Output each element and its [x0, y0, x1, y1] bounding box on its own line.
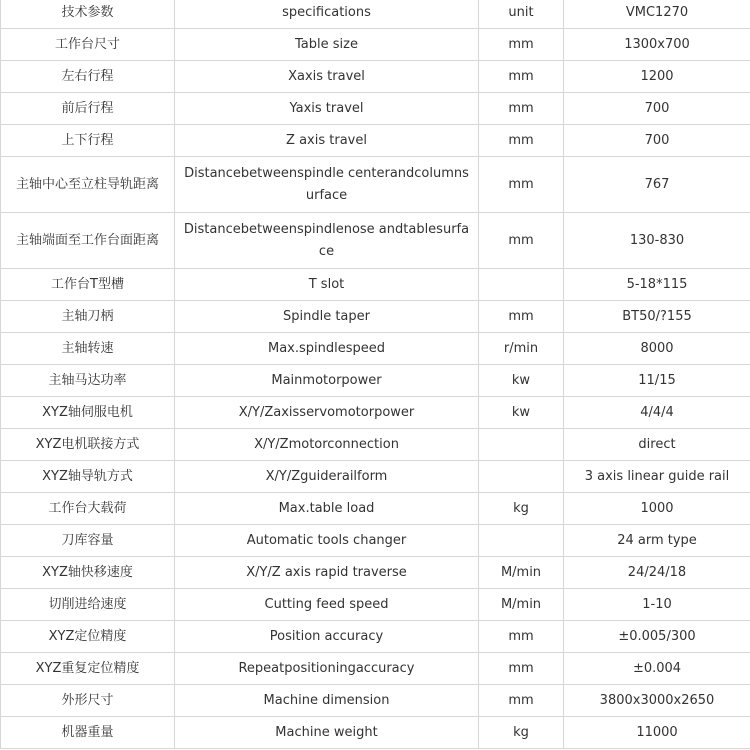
- cell-value: direct: [564, 429, 750, 461]
- cell-unit: mm: [479, 157, 564, 213]
- table-row: [1, 653, 750, 685]
- cell-cn-name: 外形尺寸: [1, 685, 175, 717]
- table-row: [1, 29, 750, 61]
- cell-cn-name: 主轴转速: [1, 333, 175, 365]
- cell-unit: mm: [479, 61, 564, 93]
- cell-en-name: Spindle taper: [175, 301, 479, 333]
- table-row: [1, 213, 750, 269]
- cell-en-name: Distancebetweenspindle centerandcolumnsurface: [175, 157, 479, 213]
- cell-value: 11000: [564, 717, 750, 749]
- cell-unit: [479, 525, 564, 557]
- cell-cn-name: XYZ电机联接方式: [1, 429, 175, 461]
- cell-en-name: Machine dimension: [175, 685, 479, 717]
- cell-unit: kw: [479, 365, 564, 397]
- cell-value: VMC1270: [564, 0, 750, 29]
- cell-cn-name: 左右行程: [1, 61, 175, 93]
- cell-value: 5-18*115: [564, 269, 750, 301]
- cell-unit: kw: [479, 397, 564, 429]
- table-row: [1, 301, 750, 333]
- table-row: [1, 397, 750, 429]
- cell-unit: mm: [479, 653, 564, 685]
- cell-en-name: Distancebetweenspindlenose andtablesurface: [175, 213, 479, 269]
- cell-unit: unit: [479, 0, 564, 29]
- cell-cn-name: 主轴端面至工作台面距离: [1, 213, 175, 269]
- table-row: [1, 621, 750, 653]
- cell-en-name: Z axis travel: [175, 125, 479, 157]
- cell-en-name: Yaxis travel: [175, 93, 479, 125]
- cell-cn-name: XYZ重复定位精度: [1, 653, 175, 685]
- cell-cn-name: 切削进给速度: [1, 589, 175, 621]
- cell-cn-name: 前后行程: [1, 93, 175, 125]
- cell-unit: [479, 429, 564, 461]
- cell-en-name: Max.table load: [175, 493, 479, 525]
- cell-cn-name: 机器重量: [1, 717, 175, 749]
- table-row: [1, 685, 750, 717]
- cell-unit: mm: [479, 93, 564, 125]
- table-row: [1, 157, 750, 213]
- cell-cn-name: XYZ轴导轨方式: [1, 461, 175, 493]
- table-row: [1, 93, 750, 125]
- cell-en-name: X/Y/Zguiderailform: [175, 461, 479, 493]
- cell-cn-name: XYZ定位精度: [1, 621, 175, 653]
- cell-value: 3 axis linear guide rail: [564, 461, 750, 493]
- cell-unit: kg: [479, 493, 564, 525]
- table-row: [1, 269, 750, 301]
- table-row: [1, 61, 750, 93]
- cell-cn-name: 主轴刀柄: [1, 301, 175, 333]
- table-row: [1, 0, 750, 29]
- cell-unit: [479, 269, 564, 301]
- table-row: [1, 429, 750, 461]
- cell-cn-name: 刀库容量: [1, 525, 175, 557]
- table-row: [1, 365, 750, 397]
- table-row: [1, 125, 750, 157]
- cell-value: 1200: [564, 61, 750, 93]
- cell-cn-name: 技术参数: [1, 0, 175, 29]
- cell-value: 700: [564, 93, 750, 125]
- cell-en-name: X/Y/Z axis rapid traverse: [175, 557, 479, 589]
- cell-en-name: Machine weight: [175, 717, 479, 749]
- cell-en-name: Position accuracy: [175, 621, 479, 653]
- spec-table-body: [1, 0, 750, 749]
- cell-unit: [479, 461, 564, 493]
- table-row: [1, 589, 750, 621]
- cell-en-name: Mainmotorpower: [175, 365, 479, 397]
- cell-unit: mm: [479, 685, 564, 717]
- cell-value: 4/4/4: [564, 397, 750, 429]
- cell-unit: kg: [479, 717, 564, 749]
- cell-value: BT50/?155: [564, 301, 750, 333]
- cell-unit: M/min: [479, 557, 564, 589]
- cell-value: 700: [564, 125, 750, 157]
- cell-value: 3800x3000x2650: [564, 685, 750, 717]
- cell-en-name: X/Y/Zmotorconnection: [175, 429, 479, 461]
- cell-cn-name: 主轴中心至立柱导轨距离: [1, 157, 175, 213]
- cell-en-name: specifications: [175, 0, 479, 29]
- table-row: [1, 557, 750, 589]
- cell-value: 130-830: [564, 213, 750, 269]
- cell-value: 24 arm type: [564, 525, 750, 557]
- cell-unit: r/min: [479, 333, 564, 365]
- table-row: [1, 493, 750, 525]
- cell-unit: mm: [479, 621, 564, 653]
- cell-cn-name: 工作台尺寸: [1, 29, 175, 61]
- cell-cn-name: 工作台大载荷: [1, 493, 175, 525]
- cell-cn-name: XYZ轴快移速度: [1, 557, 175, 589]
- cell-value: ±0.005/300: [564, 621, 750, 653]
- cell-cn-name: 工作台T型槽: [1, 269, 175, 301]
- cell-unit: mm: [479, 29, 564, 61]
- cell-unit: mm: [479, 125, 564, 157]
- cell-en-name: X/Y/Zaxisservomotorpower: [175, 397, 479, 429]
- cell-en-name: Max.spindlespeed: [175, 333, 479, 365]
- cell-value: ±0.004: [564, 653, 750, 685]
- cell-cn-name: 主轴马达功率: [1, 365, 175, 397]
- table-row: [1, 717, 750, 749]
- cell-en-name: Xaxis travel: [175, 61, 479, 93]
- cell-unit: mm: [479, 301, 564, 333]
- cell-value: 1300x700: [564, 29, 750, 61]
- cell-en-name: Repeatpositioningaccuracy: [175, 653, 479, 685]
- cell-value: 11/15: [564, 365, 750, 397]
- cell-en-name: Automatic tools changer: [175, 525, 479, 557]
- table-row: [1, 461, 750, 493]
- cell-unit: M/min: [479, 589, 564, 621]
- table-row: [1, 525, 750, 557]
- cell-value: 1-10: [564, 589, 750, 621]
- cell-cn-name: 上下行程: [1, 125, 175, 157]
- cell-value: 1000: [564, 493, 750, 525]
- cell-value: 24/24/18: [564, 557, 750, 589]
- cell-unit: mm: [479, 213, 564, 269]
- cell-en-name: T slot: [175, 269, 479, 301]
- table-row: [1, 333, 750, 365]
- cell-en-name: Table size: [175, 29, 479, 61]
- cell-cn-name: XYZ轴伺服电机: [1, 397, 175, 429]
- cell-en-name: Cutting feed speed: [175, 589, 479, 621]
- cell-value: 767: [564, 157, 750, 213]
- cell-value: 8000: [564, 333, 750, 365]
